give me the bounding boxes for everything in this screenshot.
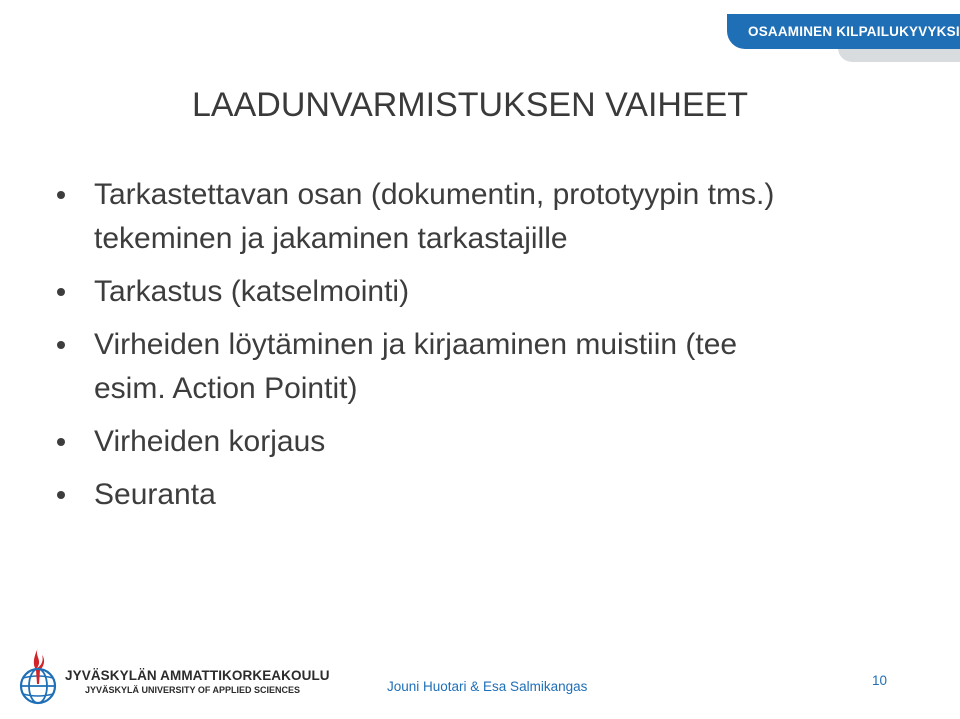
bullet-line: Tarkastettavan osan (dokumentin, prototyypin tms.) <box>94 178 775 211</box>
bullet-dot-icon <box>57 191 65 199</box>
bullet-item <box>56 323 876 411</box>
jamk-logo <box>12 646 330 708</box>
bullet-dot-icon <box>57 438 65 446</box>
bullet-item <box>56 473 876 517</box>
bullet-dot-icon <box>57 341 65 349</box>
bullet-item <box>56 173 876 261</box>
bullet-dot-icon <box>57 288 65 296</box>
bullet-line: Virheiden löytäminen ja kirjaaminen muistiin (tee <box>94 328 738 361</box>
banner-label: OSAAMINEN KILPAILUKYVYKSI <box>748 24 960 39</box>
logo-subtitle: JYVÄSKYLÄ UNIVERSITY OF APPLIED SCIENCES <box>85 685 301 695</box>
slide-title: LAADUNVARMISTUKSEN VAIHEET <box>192 86 749 124</box>
bullet-item <box>56 420 876 464</box>
bullet-dot-icon <box>57 491 65 499</box>
page-number: 10 <box>872 673 888 688</box>
bullet-line: Seuranta <box>94 478 216 511</box>
bullet-line: esim. Action Pointit) <box>94 372 358 405</box>
bullet-list <box>56 173 876 526</box>
bullet-line: Virheiden korjaus <box>94 425 326 458</box>
footer-authors: Jouni Huotari & Esa Salmikangas <box>387 679 588 694</box>
jamk-emblem-icon <box>12 646 64 708</box>
logo-name: JYVÄSKYLÄN AMMATTIKORKEAKOULU <box>65 668 330 683</box>
bullet-line: Tarkastus (katselmointi) <box>94 275 410 308</box>
bullet-item <box>56 270 876 314</box>
banner <box>727 14 960 49</box>
bullet-line: tekeminen ja jakaminen tarkastajille <box>94 222 568 255</box>
